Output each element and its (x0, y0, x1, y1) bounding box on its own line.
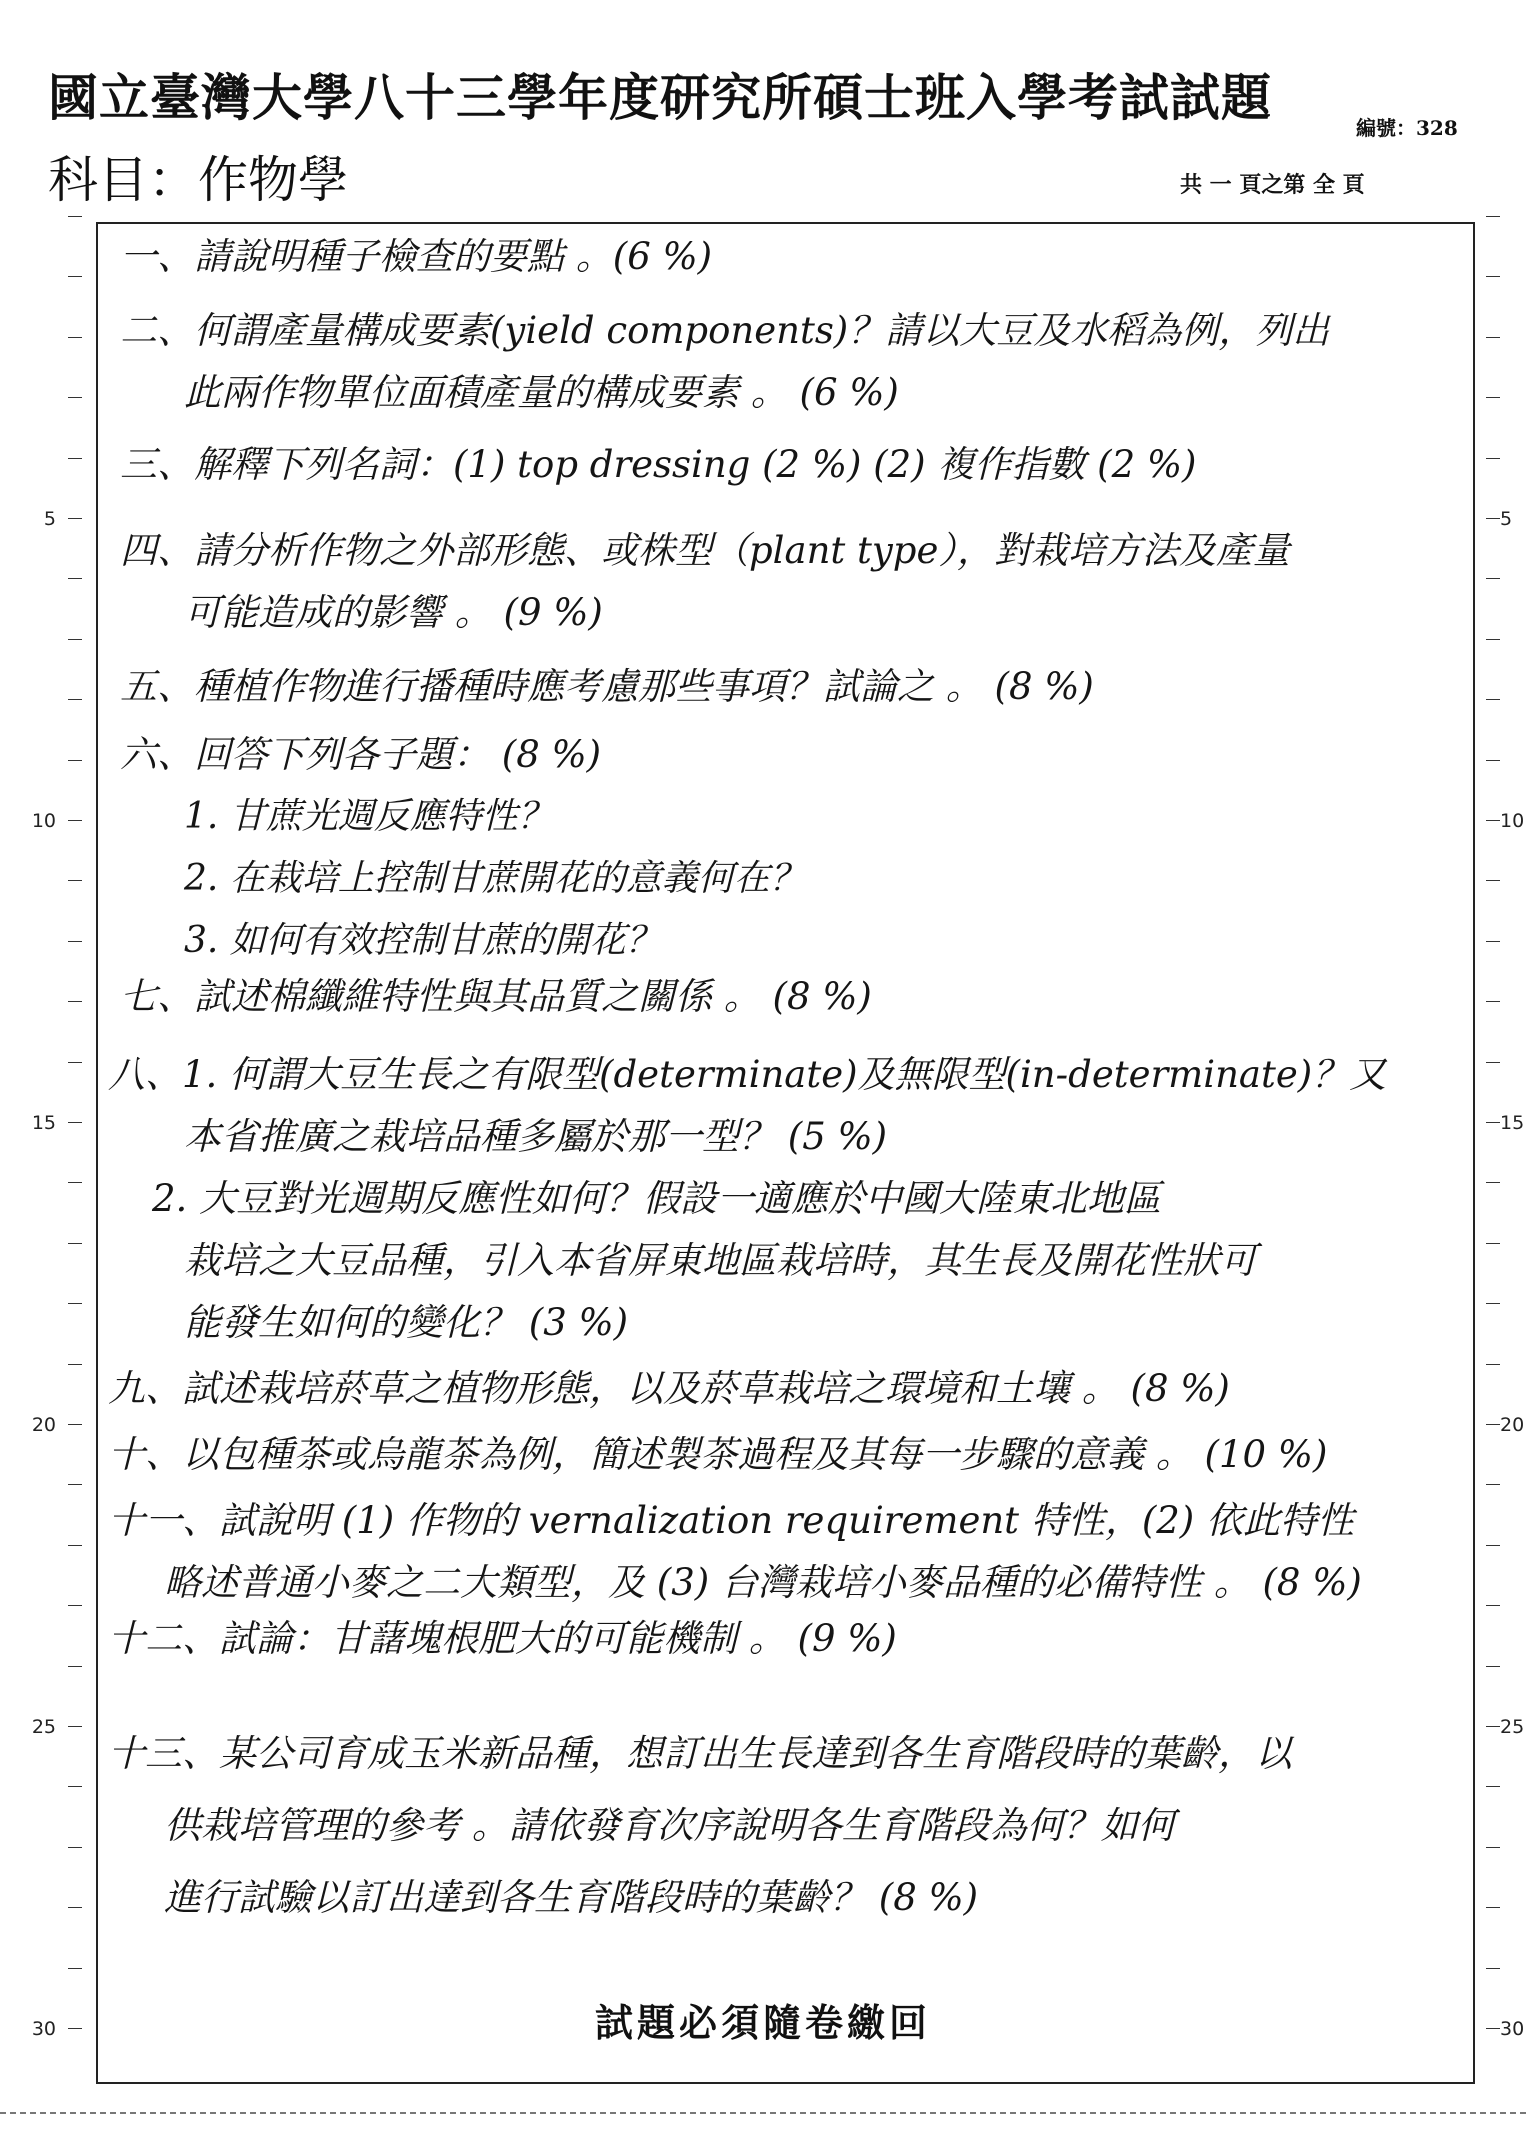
question-11 (108, 1490, 1362, 1614)
margin-tick (1486, 941, 1500, 942)
margin-tick (68, 1424, 82, 1425)
margin-tick (1486, 1484, 1500, 1485)
question-4 (120, 520, 1290, 644)
margin-tick (68, 820, 82, 821)
margin-tick (1486, 1243, 1500, 1244)
margin-number-left-5: 5 (43, 508, 56, 530)
margin-tick (68, 518, 82, 519)
margin-number-left-15: 15 (31, 1112, 56, 1134)
sub-question: 3. 如何有效控制甘蔗的開花？ (184, 920, 662, 961)
margin-tick (1486, 276, 1500, 277)
question-13 (108, 1718, 1292, 1934)
margin-number-right-5: 5 (1500, 508, 1513, 530)
margin-tick (1486, 1545, 1500, 1546)
question-line: 進行試驗以訂出達到各生育階段時的葉齡？ (8 %) (164, 1876, 979, 1919)
margin-tick (1486, 1062, 1500, 1063)
margin-tick (68, 397, 82, 398)
question-line: 二、何謂產量構成要素(yield components)？請以大豆及水稻為例，列出 (120, 309, 1330, 352)
margin-tick (68, 1243, 82, 1244)
question-9 (108, 1358, 1230, 1420)
margin-tick (68, 578, 82, 579)
question-line: 略述普通小麥之二大類型，及 (3) 台灣栽培小麥品種的必備特性 。 (8 %) (164, 1561, 1362, 1604)
margin-tick (68, 639, 82, 640)
margin-tick (68, 699, 82, 700)
margin-tick (1486, 397, 1500, 398)
margin-tick (1486, 1666, 1500, 1667)
margin-tick (68, 1182, 82, 1183)
margin-tick (68, 760, 82, 761)
margin-number-right-15: 15 (1500, 1112, 1525, 1134)
question-line: 六、回答下列各子題： (8 %) (120, 733, 602, 776)
margin-tick (68, 1364, 82, 1365)
question-8 (108, 1044, 1386, 1354)
margin-number-right-25: 25 (1500, 1716, 1525, 1738)
margin-tick (1486, 1424, 1500, 1425)
margin-tick (68, 1605, 82, 1606)
question-7 (120, 966, 872, 1028)
margin-tick (68, 1545, 82, 1546)
margin-tick (68, 1726, 82, 1727)
question-line: 供栽培管理的參考 。請依發育次序說明各生育階段為何？如何 (164, 1804, 1175, 1847)
margin-tick (68, 1786, 82, 1787)
question-line: 十二、試論：甘藷塊根肥大的可能機制 。 (9 %) (108, 1617, 897, 1660)
question-3 (120, 434, 1196, 496)
margin-tick (1486, 880, 1500, 881)
question-line: 五、種植作物進行播種時應考慮那些事項？試論之 。 (8 %) (120, 665, 1094, 708)
margin-tick (68, 1484, 82, 1485)
question-line: 能發生如何的變化？ (3 %) (184, 1301, 629, 1344)
margin-tick (68, 1847, 82, 1848)
margin-tick (68, 1122, 82, 1123)
margin-tick (68, 1303, 82, 1304)
question-line: 栽培之大豆品種，引入本省屏東地區栽培時，其生長及開花性狀可 (184, 1239, 1257, 1282)
margin-tick (1486, 699, 1500, 700)
margin-tick (1486, 1303, 1500, 1304)
margin-tick (68, 1907, 82, 1908)
page-count: 共 一 頁之第 全 頁 (1180, 172, 1365, 198)
margin-tick (68, 1062, 82, 1063)
margin-tick (1486, 639, 1500, 640)
sub-question: 1. 甘蔗光週反應特性？ (184, 796, 554, 837)
margin-number-right-20: 20 (1500, 1414, 1525, 1436)
margin-tick (68, 337, 82, 338)
margin-number-left-25: 25 (31, 1716, 56, 1738)
question-line: 十、以包種茶或烏龍茶為例，簡述製茶過程及其每一步驟的意義 。 (10 %) (108, 1433, 1328, 1476)
question-6 (120, 724, 806, 972)
margin-tick (1486, 1122, 1500, 1123)
question-line: 此兩作物單位面積產量的構成要素 。 (6 %) (184, 371, 899, 414)
question-line: 本省推廣之栽培品種多屬於那一型？ (5 %) (184, 1115, 888, 1158)
margin-tick (1486, 216, 1500, 217)
margin-tick (1486, 458, 1500, 459)
question-line: 十一、試說明 (1) 作物的 vernalization requirement 特性，(2) 依此特性 (108, 1499, 1354, 1542)
margin-tick (1486, 1786, 1500, 1787)
question-5 (120, 656, 1094, 718)
footer-notice: 試題必須隨卷繳回 (594, 2000, 931, 2045)
question-line: 可能造成的影響 。 (9 %) (184, 591, 603, 634)
question-line: 一、請說明種子檢查的要點 。(6 %) (120, 235, 713, 278)
margin-tick (1486, 1907, 1500, 1908)
question-line: 三、解釋下列名詞：(1) top dressing (2 %) (2) 複作指數 (2 %) (120, 443, 1197, 486)
exam-title: 國立臺灣大學八十三學年度研究所碩士班入學考試試題 (48, 68, 1272, 127)
margin-number-right-10: 10 (1500, 810, 1525, 832)
margin-tick (1486, 820, 1500, 821)
margin-tick (1486, 1605, 1500, 1606)
exam-subject: 科目：作物學 (48, 151, 348, 209)
margin-number-left-20: 20 (31, 1414, 56, 1436)
margin-tick (68, 880, 82, 881)
margin-tick (1486, 1726, 1500, 1727)
margin-tick (1486, 1968, 1500, 1969)
margin-tick (68, 1968, 82, 1969)
question-line: 十三、某公司育成玉米新品種，想訂出生長達到各生育階段時的葉齡，以 (108, 1732, 1292, 1775)
question-1 (120, 226, 712, 288)
question-line: 四、請分析作物之外部形態、或株型（plant type），對栽培方法及產量 (120, 529, 1290, 572)
question-12 (108, 1608, 897, 1670)
margin-tick (68, 458, 82, 459)
margin-tick (1486, 1001, 1500, 1002)
question-line: 2. 大豆對光週期反應性如何？假設一適應於中國大陸東北地區 (152, 1177, 1162, 1220)
margin-tick (1486, 1182, 1500, 1183)
margin-tick (68, 1001, 82, 1002)
bottom-rule (0, 2112, 1526, 2114)
margin-number-left-10: 10 (31, 810, 56, 832)
question-line: 八、1. 何謂大豆生長之有限型(determinate)及無限型(in-determinate)？又 (108, 1053, 1387, 1096)
margin-number-right-30: 30 (1500, 2018, 1525, 2040)
question-line: 七、試述棉纖維特性與其品質之關係 。 (8 %) (120, 975, 872, 1018)
margin-tick (68, 1666, 82, 1667)
margin-tick (68, 941, 82, 942)
question-10 (108, 1424, 1327, 1486)
margin-tick (1486, 1847, 1500, 1848)
sub-question: 2. 在栽培上控制甘蔗開花的意義何在？ (184, 858, 806, 899)
question-2 (120, 300, 1329, 424)
margin-tick (1486, 337, 1500, 338)
margin-tick (1486, 1364, 1500, 1365)
exam-serial-number: 編號：328 (1356, 116, 1458, 140)
question-line: 九、試述栽培菸草之植物形態，以及菸草栽培之環境和土壤 。 (8 %) (108, 1367, 1230, 1410)
margin-number-left-30: 30 (31, 2018, 56, 2040)
margin-tick (1486, 518, 1500, 519)
margin-tick (68, 276, 82, 277)
margin-tick (1486, 760, 1500, 761)
margin-tick (68, 216, 82, 217)
margin-tick (1486, 578, 1500, 579)
